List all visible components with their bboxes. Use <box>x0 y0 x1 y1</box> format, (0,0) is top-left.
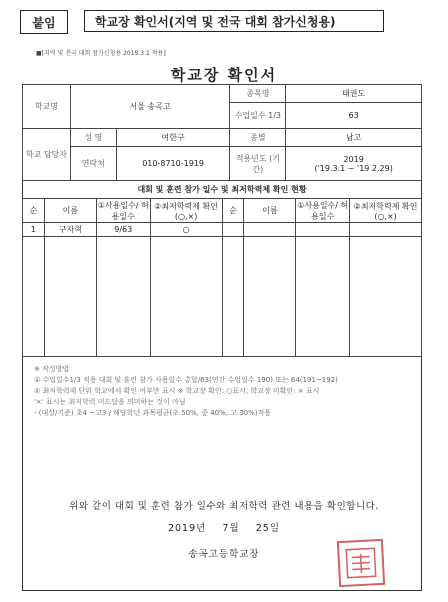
notes-title: ※ 작성방법 <box>34 365 70 373</box>
gender-label: 종별 <box>230 129 286 147</box>
note-line: - (대상/기준) 초4 ~고3 / 해당학년 과목평균(초 50%, 중 40%, 고 30%)적용 <box>34 409 272 417</box>
sport-value: 태권도 <box>286 85 422 103</box>
phone-label: 연락처 <box>70 147 116 181</box>
document-title: 학교장 확인서 <box>170 66 278 84</box>
col-header: 이름 <box>244 199 296 223</box>
col-header: 순 <box>222 199 244 223</box>
col-header: 순 <box>23 199 45 223</box>
header-title: 학교장 확인서(지역 및 전국 대회 참가신청용) <box>84 10 384 32</box>
seal-mark-icon <box>343 545 379 581</box>
note-line: ① 수업일수1/3 적용 대회 및 훈련 참가 사용일수 총합/63(연간 수업일수 190) 또는 64(191~192) <box>34 376 338 384</box>
academic-check <box>350 223 422 237</box>
participant-name <box>244 223 296 237</box>
issuer-name: 송곡고등학교장 <box>188 549 260 560</box>
issue-month: 7월 <box>222 523 240 534</box>
period-range: ('19.3.1 ~ '19 2.29) <box>314 163 393 173</box>
days-used: 9/63 <box>96 223 150 237</box>
period-year: 2019 <box>343 154 364 164</box>
academic-check: ○ <box>150 223 222 237</box>
days-used <box>296 223 350 237</box>
participation-table <box>22 198 422 357</box>
table-row-empty <box>23 237 422 357</box>
name-value: 여한구 <box>116 129 230 147</box>
days-value: 63 <box>286 103 422 129</box>
name-label: 성 명 <box>70 129 116 147</box>
school-value: 서울 송곡고 <box>70 85 230 129</box>
period-label: 적용년도 (기간) <box>230 147 286 181</box>
school-info-table <box>22 84 422 181</box>
issue-year: 2019년 <box>167 523 207 534</box>
col-header: ①사용일수/ 허용일수 <box>97 200 149 221</box>
contact-label: 학교 담당자 <box>23 129 71 181</box>
header-tag: 붙임 <box>20 10 68 34</box>
participant-name: 구자혁 <box>44 223 96 237</box>
writing-instructions <box>34 364 410 419</box>
issue-date <box>0 520 448 534</box>
gender-value: 남고 <box>286 129 422 147</box>
col-header: 이름 <box>44 199 96 223</box>
section-title: 대회 및 훈련 참가 일수 및 최저학력제 확인 현황 <box>137 185 307 194</box>
table-row <box>23 223 422 237</box>
row-number <box>222 223 244 237</box>
note-line: ② 최저학력제 단위 학교에서 확인 여부만 표시 ※ 학교장 확인: ○표시, 학교장 미확인: × 표시 <box>34 387 320 395</box>
issue-day: 25일 <box>255 523 281 534</box>
note-line: '×' 표시는 최저학력 미도달을 의미하는 것이 아님 <box>34 398 186 406</box>
days-label: 수업일수 1/3 <box>230 103 286 129</box>
col-header: ②최저학력제 확인(○,×) <box>350 199 422 223</box>
school-label: 학교명 <box>23 85 71 129</box>
confirmation-text: 위와 같이 대회 및 훈련 참가 일수와 최저학력 관련 내용을 확인합니다. <box>69 501 379 512</box>
sport-label: 종목명 <box>230 85 286 103</box>
form-version-note: ■[지역 및 전국 대회 참가신청용 2019.3.1 적용] <box>36 50 166 57</box>
phone-value: 010-8710-1919 <box>116 147 230 181</box>
period-value <box>286 147 422 181</box>
row-number: 1 <box>23 223 45 237</box>
col-header: ①사용일수/ 허용일수 <box>297 200 349 221</box>
col-header: ②최저학력제 확인(○,×) <box>150 199 222 223</box>
official-seal <box>337 539 385 587</box>
